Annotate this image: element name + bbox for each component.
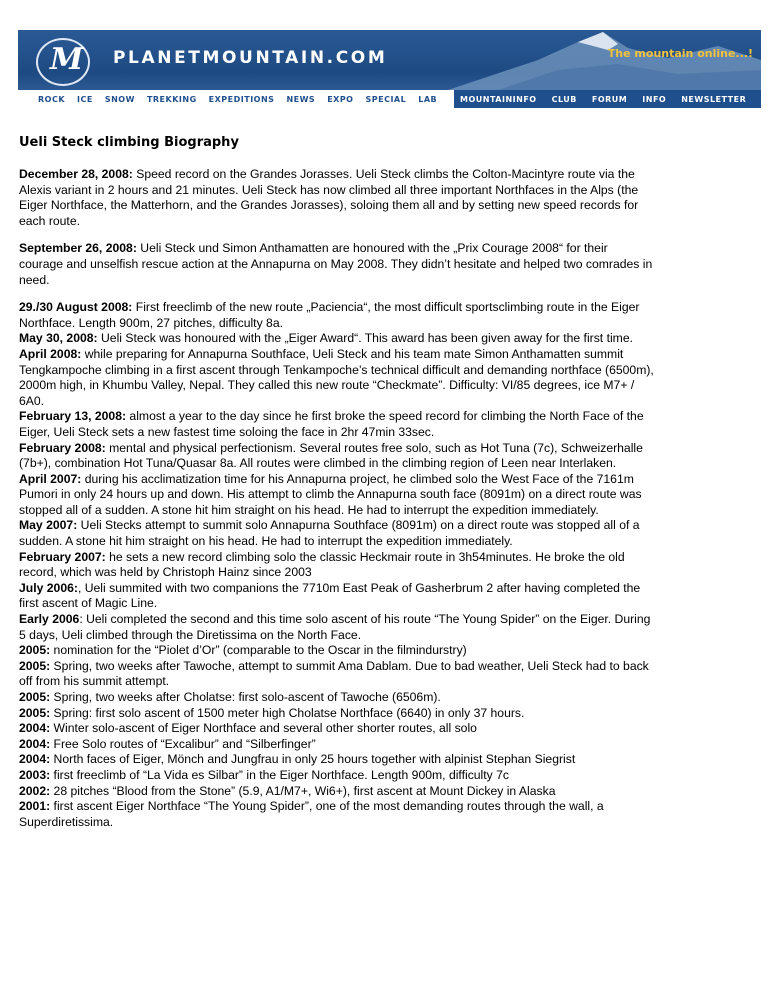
logo-icon[interactable]: M	[50, 42, 84, 77]
nav-expo[interactable]: EXPO	[327, 94, 354, 104]
entry-text: Free Solo routes of “Excalibur” and “Silberfinger”	[50, 736, 316, 751]
entry-text: nomination for the “Piolet d’Or” (comparable to the Oscar in the filmindurstry)	[50, 643, 467, 658]
entry-text: Winter solo-ascent of Eiger Northface and several other shorter routes, all solo	[50, 721, 477, 736]
entry-text: Spring, two weeks after Tawoche, attempt to summit Ama Dablam. Due to bad weather, Ueli Steck had to back off from his summit attempt.	[19, 658, 649, 689]
entry-text: almost a year to the day since he first broke the speed record for climbing the North Face of the Eiger, Ueli Steck sets a new fastest time soloing the face in 2hr 47min 33sec.	[19, 409, 644, 439]
entry-text: Ueli Steck was honoured with the „Eiger Award“. This award has been given away for the first time.	[97, 331, 633, 346]
page-title: Ueli Steck climbing Biography	[19, 135, 239, 150]
nav-special[interactable]: SPECIAL	[365, 94, 407, 104]
nav-forum[interactable]: FORUM	[591, 94, 628, 104]
entry-date: May 30, 2008:	[19, 331, 98, 346]
entry-date: 29./30 August 2008:	[19, 300, 133, 315]
nav-left-group	[18, 90, 449, 108]
entry-text: while preparing for Annapurna Southface, Ueli Steck and his team mate Simon Anthamatten summit Tengkampoche climbing in a first ascent through Tenkampoche’s technical difficult and demanding northface (6500m), 2000m high, in Khumbu Valley, Nepal. They called this new route “Checkmate”. Difficulty: VI/85 degrees, ice M7+ / 6A0.	[19, 346, 654, 408]
entry-date: September 26, 2008:	[19, 241, 137, 256]
entry-text: he sets a new record climbing solo the classic Heckmair route in 3h54minutes. He broke the old record, which was held by Christoph Hainz since 2003	[19, 549, 625, 580]
site-banner	[18, 30, 761, 108]
entry-date: February 2007:	[19, 549, 106, 564]
entry-date: April 2007:	[19, 471, 82, 486]
entry-date: May 2007:	[19, 518, 78, 533]
entry-date: 2004:	[19, 721, 51, 736]
nav-newsletter[interactable]: NEWSLETTER	[681, 94, 747, 104]
entry-text: mental and physical perfectionism. Several routes free solo, such as Hot Tuna (7c), Schweizerhalle (7b+), combination Hot Tuna/Quasar 8a. All routes were climbed in the climbing region of Leen near Interlaken.	[19, 440, 643, 471]
entry-text: during his acclimatization time for his Annapurna project, he climbed solo the West Face of the 7161m Pumori in only 24 hours up and down. His attempt to climb the Annapurna south face (8091m) on a direct route was stopped all of a sudden. A stone hit him straight on his head. He had to interrupt the expedition immediately.	[19, 471, 642, 517]
entry-text: Spring: first solo ascent of 1500 meter high Cholatse Northface (6640) in only 37 hours.	[50, 705, 525, 720]
paragraph	[19, 167, 654, 229]
entry-date: July 2006:	[19, 580, 78, 595]
nav-news[interactable]: NEWS	[286, 94, 316, 104]
entry-text: first freeclimb of “La Vida es Silbar” in the Eiger Northface. Length 900m, difficulty 7c	[50, 767, 510, 782]
entry-text: Ueli Steck und Simon Anthamatten are honoured with the „Prix Courage 2008“ for their courage and unselfish rescue action at the Annapurna on May 2008. They didn’t hesitate and helped two comrades in need.	[19, 241, 653, 287]
entry-text: 28 pitches “Blood from the Stone” (5.9, A1/M7+, Wi6+), first ascent at Mount Dickey in Alaska	[50, 783, 556, 798]
entry-date: 2005:	[19, 643, 51, 658]
nav-ice[interactable]: ICE	[77, 94, 93, 104]
nav-rock[interactable]: ROCK	[38, 94, 66, 104]
nav-expeditions[interactable]: EXPEDITIONS	[208, 94, 275, 104]
article-body	[19, 135, 654, 830]
nav-right-group	[454, 90, 761, 108]
nav-mountaininfo[interactable]: MOUNTAININFO	[460, 94, 537, 104]
entry-date: 2005:	[19, 705, 51, 720]
nav-info[interactable]: INFO	[642, 94, 667, 104]
entry-date: 2004:	[19, 752, 51, 767]
entry-text: North faces of Eiger, Mönch and Jungfrau in only 25 hours together with alpinist Stephan Siegrist	[50, 752, 576, 767]
entry-text: Ueli Stecks attempt to summit solo Annapurna Southface (8091m) on a direct route was stopped all of a sudden. A stone hit him straight on his head. He had to interrupt the expedition immediately.	[19, 518, 640, 549]
paragraph	[19, 241, 654, 288]
entry-text: : Ueli completed the second and this time solo ascent of his route “The Young Spider” on the Eiger. During 5 days, Ueli climbed through the Diretissima on the North Face.	[19, 612, 651, 642]
main-nav	[18, 90, 761, 108]
entry-date: February 13, 2008:	[19, 409, 127, 424]
tagline: The mountain online...!	[607, 47, 753, 60]
entry-date: 2004:	[19, 736, 51, 751]
entry-date: December 28, 2008:	[19, 167, 133, 181]
entry-date: 2005:	[19, 658, 51, 673]
entry-date: 2005:	[19, 690, 51, 704]
entry-text: First freeclimb of the new route „Paciencia“, the most difficult sportsclimbing route in the Eiger Northface. Length 900m, 27 pitches, difficulty 8a.	[19, 300, 640, 330]
entry-date: 2003:	[19, 767, 51, 782]
nav-lab[interactable]: LAB	[418, 94, 438, 104]
nav-trekking[interactable]: TREKKING	[146, 94, 197, 104]
timeline-list	[19, 300, 654, 830]
entry-date: April 2008:	[19, 346, 82, 361]
nav-club[interactable]: CLUB	[551, 94, 577, 104]
entry-text: Spring, two weeks after Cholatse: first solo-ascent of Tawoche (6506m).	[50, 690, 441, 704]
entry-date: Early 2006	[19, 612, 80, 627]
entry-text: , Ueli summited with two companions the 7710m East Peak of Gasherbrum 2 after having completed the first ascent of Magic Line.	[19, 580, 641, 611]
entry-date: 2001:	[19, 799, 51, 814]
entry-text: Speed record on the Grandes Jorasses. Ueli Steck climbs the Colton-Macintyre route via the Alexis variant in 2 hours and 21 minutes. Ueli Steck has now climbed all three important Northfaces in the Alps (the Eiger Northface, the Matterhorn, and the Grandes Jorasses), soloing them all and by setting new speed records for each route.	[19, 167, 639, 228]
entry-date: February 2008:	[19, 440, 106, 455]
entry-date: 2002:	[19, 783, 51, 798]
site-name[interactable]: PLANETMOUNTAIN.COM	[113, 48, 388, 68]
nav-snow[interactable]: SNOW	[104, 94, 135, 104]
entry-text: first ascent Eiger Northface “The Young Spider”, one of the most demanding routes through the wall, a Superdiretissima.	[19, 799, 604, 829]
